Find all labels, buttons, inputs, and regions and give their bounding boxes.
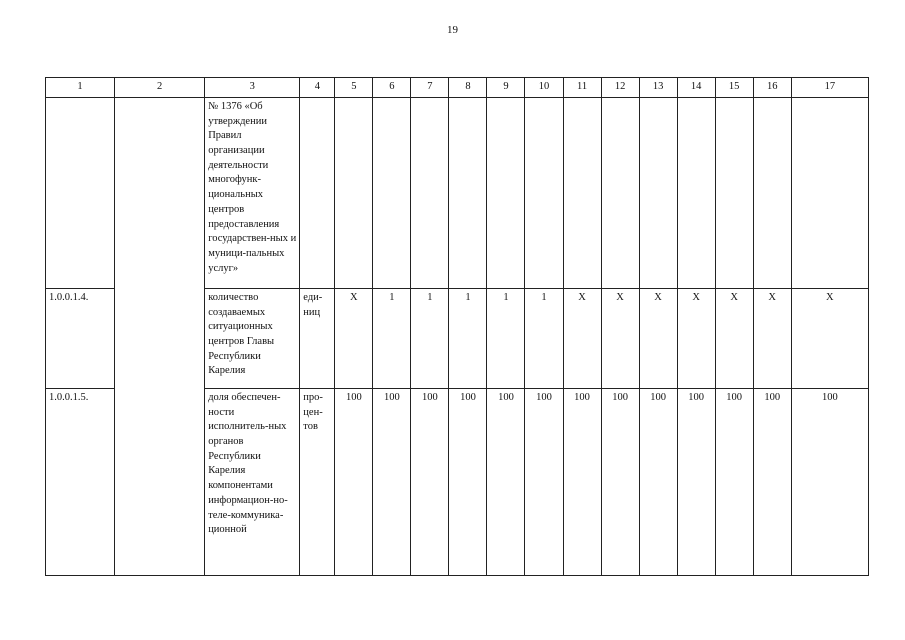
merged-column-2 xyxy=(115,98,205,576)
row-unit: про-цен-тов xyxy=(300,389,335,576)
value-cell: 100 xyxy=(335,389,373,576)
value-cell xyxy=(525,98,563,289)
value-cell xyxy=(715,98,753,289)
row-code: 1.0.0.1.4. xyxy=(46,289,115,389)
header-cell-1: 1 xyxy=(46,78,115,98)
value-cell: 100 xyxy=(411,389,449,576)
header-cell-5: 5 xyxy=(335,78,373,98)
value-cell: 100 xyxy=(563,389,601,576)
header-cell-15: 15 xyxy=(715,78,753,98)
value-cell xyxy=(753,98,791,289)
header-cell-7: 7 xyxy=(411,78,449,98)
row-unit: еди-ниц xyxy=(300,289,335,389)
row-code xyxy=(46,98,115,289)
value-cell: X xyxy=(563,289,601,389)
value-cell: 1 xyxy=(411,289,449,389)
value-cell: 1 xyxy=(487,289,525,389)
value-cell xyxy=(563,98,601,289)
header-cell-6: 6 xyxy=(373,78,411,98)
header-cell-4: 4 xyxy=(300,78,335,98)
page-number: 19 xyxy=(447,24,458,36)
header-cell-13: 13 xyxy=(639,78,677,98)
header-cell-8: 8 xyxy=(449,78,487,98)
value-cell: 100 xyxy=(449,389,487,576)
value-cell: X xyxy=(677,289,715,389)
row-description: доля обеспечен-ности исполнитель-ных органов Республики Карелия компонентами информацион-но-теле-коммуника-ционной xyxy=(205,389,300,576)
header-cell-14: 14 xyxy=(677,78,715,98)
header-cell-9: 9 xyxy=(487,78,525,98)
value-cell xyxy=(677,98,715,289)
header-cell-17: 17 xyxy=(791,78,868,98)
header-cell-11: 11 xyxy=(563,78,601,98)
table-row xyxy=(46,98,869,289)
value-cell xyxy=(411,98,449,289)
row-unit xyxy=(300,98,335,289)
row-description: № 1376 «Об утверждении Правил организации деятельности многофунк-циональных центров предоставления государствен-ных и муници-пальных услуг» xyxy=(205,98,300,289)
value-cell: X xyxy=(715,289,753,389)
header-cell-16: 16 xyxy=(753,78,791,98)
value-cell: 100 xyxy=(715,389,753,576)
value-cell xyxy=(335,98,373,289)
value-cell: X xyxy=(639,289,677,389)
value-cell xyxy=(373,98,411,289)
value-cell xyxy=(791,98,868,289)
value-cell: 100 xyxy=(601,389,639,576)
header-row xyxy=(46,78,869,98)
value-cell: 100 xyxy=(487,389,525,576)
value-cell: 1 xyxy=(373,289,411,389)
value-cell: X xyxy=(791,289,868,389)
value-cell: 100 xyxy=(525,389,563,576)
value-cell: 1 xyxy=(449,289,487,389)
value-cell: 100 xyxy=(677,389,715,576)
header-cell-10: 10 xyxy=(525,78,563,98)
value-cell xyxy=(639,98,677,289)
value-cell xyxy=(449,98,487,289)
value-cell: 100 xyxy=(639,389,677,576)
header-cell-2: 2 xyxy=(115,78,205,98)
header-cell-3: 3 xyxy=(205,78,300,98)
row-code: 1.0.0.1.5. xyxy=(46,389,115,576)
data-table xyxy=(45,77,869,576)
value-cell xyxy=(487,98,525,289)
value-cell: X xyxy=(335,289,373,389)
value-cell: 100 xyxy=(791,389,868,576)
value-cell: 100 xyxy=(373,389,411,576)
value-cell xyxy=(601,98,639,289)
header-cell-12: 12 xyxy=(601,78,639,98)
value-cell: 100 xyxy=(753,389,791,576)
value-cell: X xyxy=(753,289,791,389)
row-description: количество создаваемых ситуационных центров Главы Республики Карелия xyxy=(205,289,300,389)
value-cell: X xyxy=(601,289,639,389)
value-cell: 1 xyxy=(525,289,563,389)
